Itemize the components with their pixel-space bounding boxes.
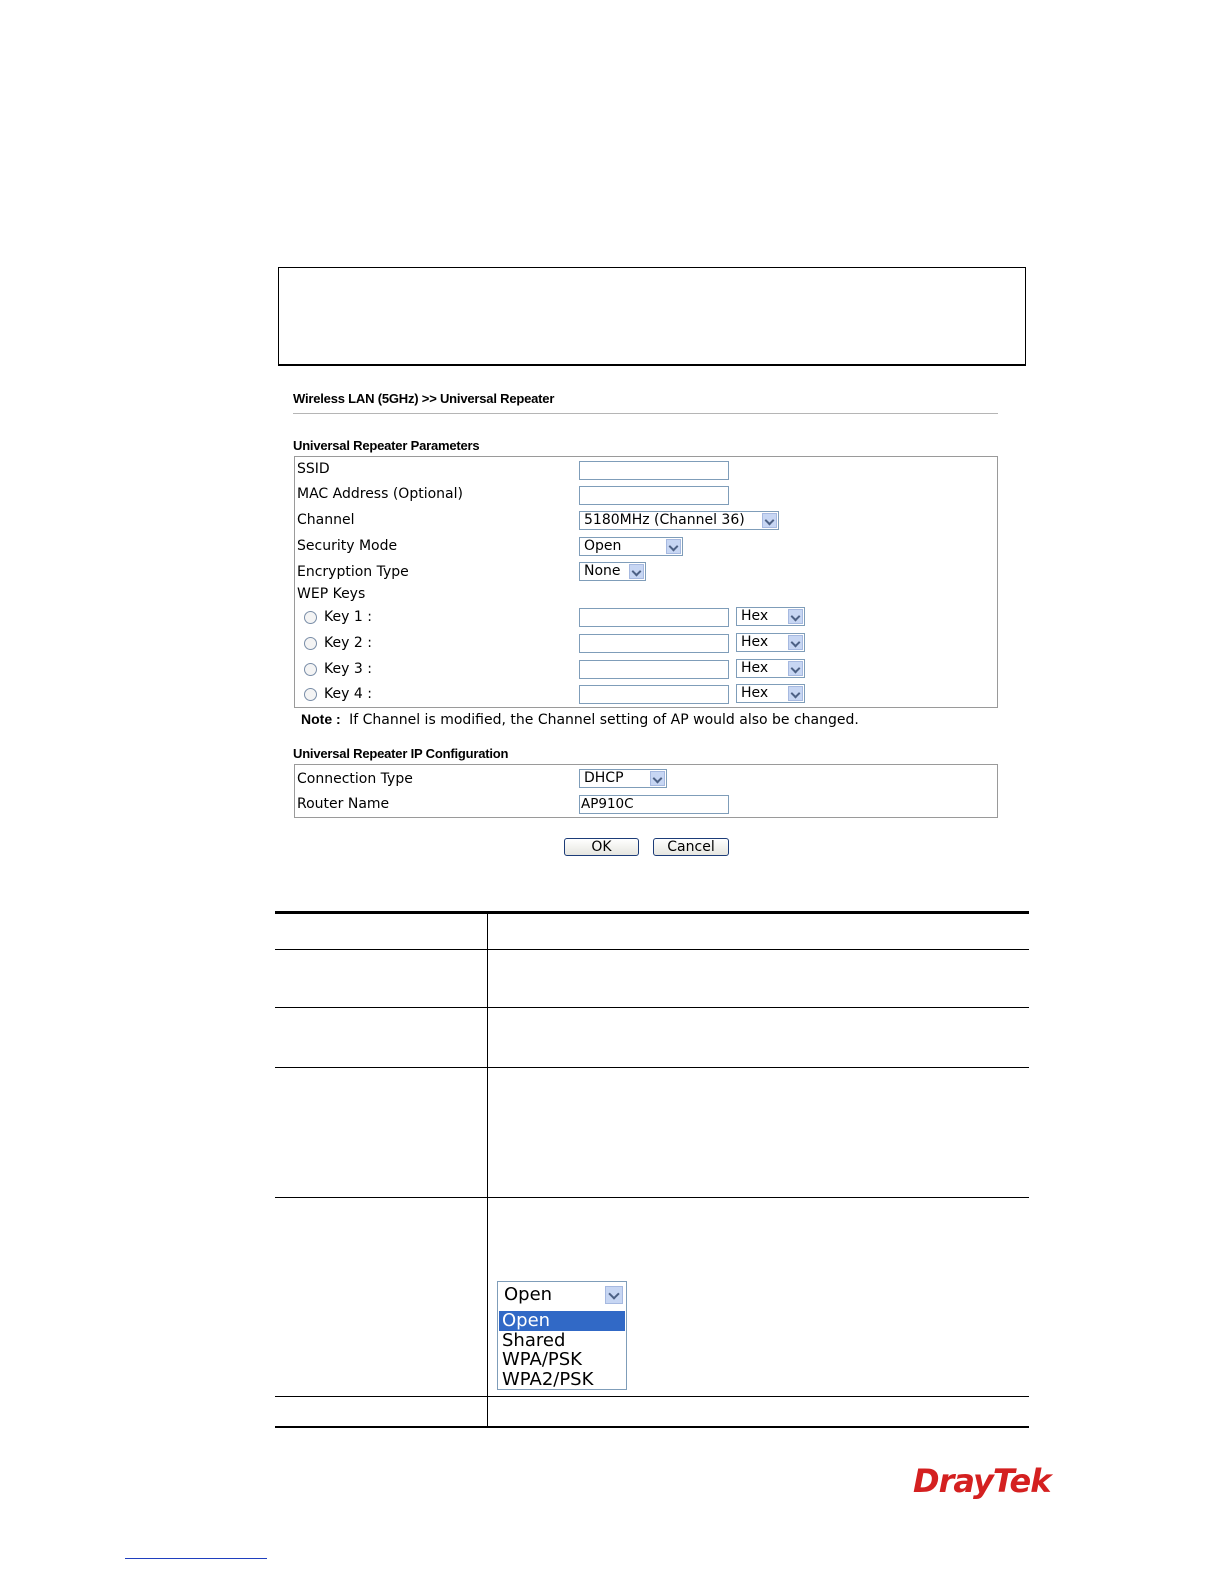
params-section-title: Universal Repeater Parameters — [293, 438, 480, 453]
key1-radio[interactable] — [304, 611, 317, 624]
key2-input[interactable] — [579, 634, 729, 653]
table-column-divider — [487, 913, 488, 1427]
table-row-divider — [275, 949, 1029, 950]
dropdown-option-wpa2-psk[interactable]: WPA2/PSK — [502, 1369, 594, 1390]
key1-label: Key 1 : — [324, 609, 372, 625]
mac-input[interactable] — [579, 486, 729, 505]
key4-format-select[interactable] — [736, 684, 805, 703]
ssid-input[interactable] — [579, 461, 729, 480]
key4-radio[interactable] — [304, 688, 317, 701]
key1-format-select[interactable] — [736, 607, 805, 626]
draytek-logo: DrayTek — [913, 1462, 1051, 1500]
channel-select[interactable] — [579, 511, 779, 530]
channel-label: Channel — [297, 512, 355, 528]
key3-label: Key 3 : — [324, 661, 372, 677]
key1-input[interactable] — [579, 608, 729, 627]
connection-type-select[interactable] — [579, 769, 667, 788]
key3-input[interactable] — [579, 660, 729, 679]
info-box — [278, 267, 1026, 366]
channel-note — [301, 711, 859, 728]
router-name-input[interactable]: AP910C — [579, 795, 729, 814]
chevron-down-icon — [788, 686, 803, 701]
key3-radio[interactable] — [304, 663, 317, 676]
key2-format-select[interactable] — [736, 633, 805, 652]
connection-type-value: DHCP — [584, 770, 624, 786]
encryption-type-value: None — [584, 563, 621, 579]
dropdown-option-open[interactable]: Open — [499, 1311, 625, 1331]
ip-section-title: Universal Repeater IP Configuration — [293, 746, 509, 761]
key2-format-value: Hex — [741, 634, 769, 650]
note-text: If Channel is modified, the Channel setting of AP would also be changed. — [349, 712, 859, 728]
encryption-type-select[interactable] — [579, 562, 646, 581]
chevron-down-icon — [666, 539, 681, 554]
dropdown-option-shared[interactable]: Shared — [502, 1330, 566, 1351]
table-row-divider — [275, 1197, 1029, 1198]
chevron-down-icon — [788, 661, 803, 676]
footer-link-underline — [125, 1558, 267, 1559]
encryption-type-label: Encryption Type — [297, 564, 409, 580]
table-row-divider — [275, 1067, 1029, 1068]
table-row-divider — [275, 1007, 1029, 1008]
chevron-down-icon — [788, 635, 803, 650]
channel-value: 5180MHz (Channel 36) — [584, 512, 745, 528]
key2-radio[interactable] — [304, 637, 317, 650]
dropdown-option-wpa-psk[interactable]: WPA/PSK — [502, 1349, 582, 1370]
ssid-label: SSID — [297, 461, 330, 477]
cancel-button[interactable]: Cancel — [653, 838, 729, 856]
chevron-down-icon — [629, 564, 644, 579]
table-bottom-rule — [275, 1426, 1029, 1428]
chevron-down-icon — [650, 771, 665, 786]
security-mode-dropdown[interactable] — [497, 1281, 627, 1390]
security-mode-select[interactable] — [579, 537, 683, 556]
title-divider — [293, 413, 998, 414]
chevron-down-icon — [605, 1286, 623, 1304]
chevron-down-icon — [788, 609, 803, 624]
security-mode-value: Open — [584, 538, 622, 554]
table-top-rule — [275, 911, 1029, 914]
dropdown-header[interactable] — [499, 1283, 625, 1307]
dropdown-selected-value: Open — [504, 1284, 553, 1305]
key3-format-select[interactable] — [736, 659, 805, 678]
page-title: Wireless LAN (5GHz) >> Universal Repeater — [293, 391, 555, 406]
ok-button[interactable]: OK — [564, 838, 639, 856]
security-mode-label: Security Mode — [297, 538, 398, 554]
key2-label: Key 2 : — [324, 635, 372, 651]
note-prefix: Note : — [301, 711, 341, 727]
key4-label: Key 4 : — [324, 686, 372, 702]
key4-input[interactable] — [579, 685, 729, 704]
table-row-divider — [275, 1396, 1029, 1397]
chevron-down-icon — [762, 513, 777, 528]
key3-format-value: Hex — [741, 660, 769, 676]
connection-type-label: Connection Type — [297, 771, 413, 787]
mac-label: MAC Address (Optional) — [297, 486, 463, 502]
router-name-label: Router Name — [297, 796, 390, 812]
key4-format-value: Hex — [741, 685, 769, 701]
wep-keys-label: WEP Keys — [297, 586, 366, 602]
key1-format-value: Hex — [741, 608, 769, 624]
